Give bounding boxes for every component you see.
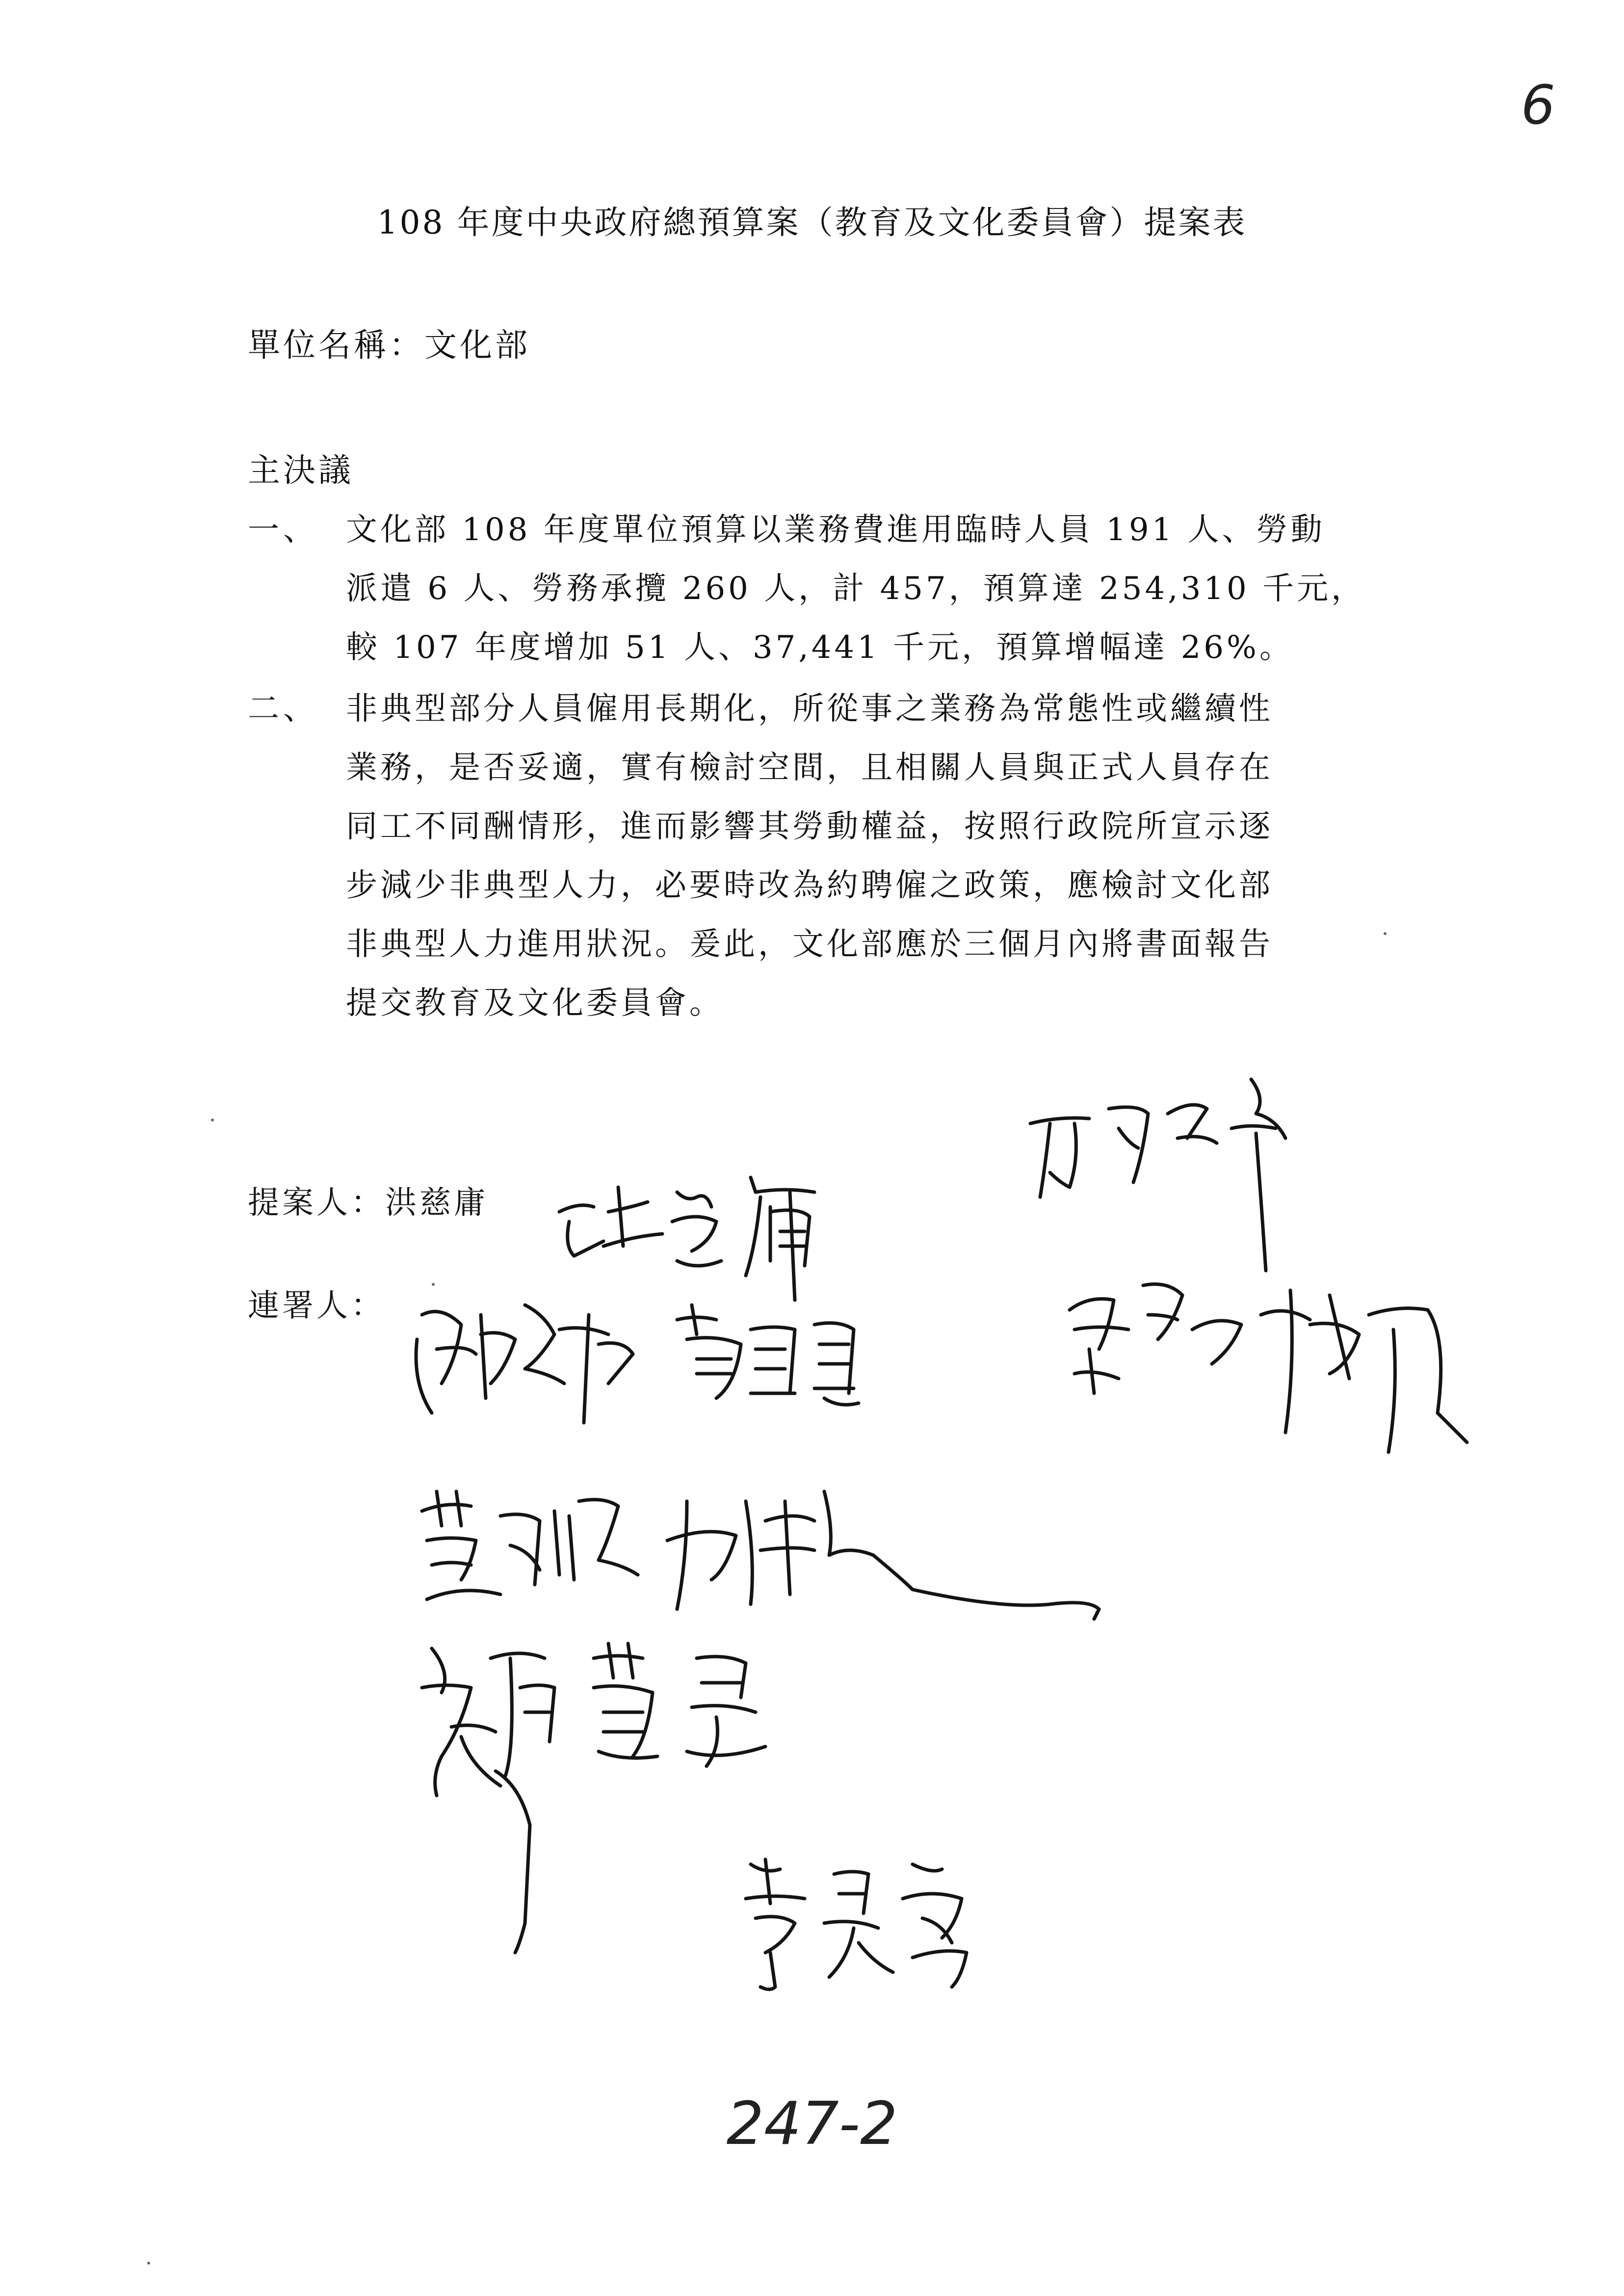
cosigner-signature <box>412 1472 1266 1619</box>
scan-speck <box>147 2262 150 2265</box>
text-line: 文化部 108 年度單位預算以業務費進用臨時人員 191 人、勞動 <box>346 512 1325 548</box>
text-line: 非典型部分人員僱用長期化，所從事之業務為常態性或繼續性 <box>346 691 1273 727</box>
text-line: 步減少非典型人力，必要時改為約聘僱之政策，應檢討文化部 <box>346 867 1273 904</box>
text-line: 業務，是否妥適，實有檢討空間，且相關人員與正式人員存在 <box>346 750 1273 786</box>
cosigner-signature <box>736 1845 1011 1992</box>
text-line: 派遣 6 人、勞務承攬 260 人，計 457，預算達 254,310 千元， <box>346 571 1366 607</box>
cosigner-signature <box>1021 1070 1325 1276</box>
cosigner-label: 連署人： <box>248 1288 385 1324</box>
resolution-item-number: 一、 <box>248 512 318 548</box>
text-line: 非典型人力進用狀況。爰此，文化部應於三個月內將書面報告 <box>346 926 1273 963</box>
proposer-line <box>248 1177 488 1223</box>
resolution-item-text <box>346 679 1391 1033</box>
footer-page-number: 247-2 <box>726 2090 898 2158</box>
corner-page-number: 6 <box>1521 74 1555 136</box>
unit-label: 單位名稱： <box>248 326 424 364</box>
proposer-name: 洪慈庸 <box>385 1185 488 1221</box>
text-line: 提交教育及文化委員會。 <box>346 985 724 1021</box>
proposer-signature <box>550 1148 844 1305</box>
unit-value: 文化部 <box>424 326 530 364</box>
proposer-label: 提案人： <box>248 1185 385 1221</box>
resolution-item-text <box>346 500 1391 677</box>
scan-speck <box>1384 932 1387 935</box>
document-title: 108 年度中央政府總預算案（教育及文化委員會）提案表 <box>377 204 1247 241</box>
cosigner-signature <box>402 1285 1021 1433</box>
text-line: 同工不同酬情形，進而影響其勞動權益，按照行政院所宣示逐 <box>346 809 1273 845</box>
cosigner-signature <box>1055 1266 1477 1491</box>
unit-line <box>248 319 530 365</box>
main-resolution-heading: 主決議 <box>248 451 354 489</box>
scan-speck <box>432 1283 435 1286</box>
text-line: 較 107 年度增加 51 人、37,441 千元，預算增幅達 26%。 <box>346 629 1294 666</box>
scan-speck <box>211 1119 214 1122</box>
resolution-item-number: 二、 <box>248 691 318 727</box>
